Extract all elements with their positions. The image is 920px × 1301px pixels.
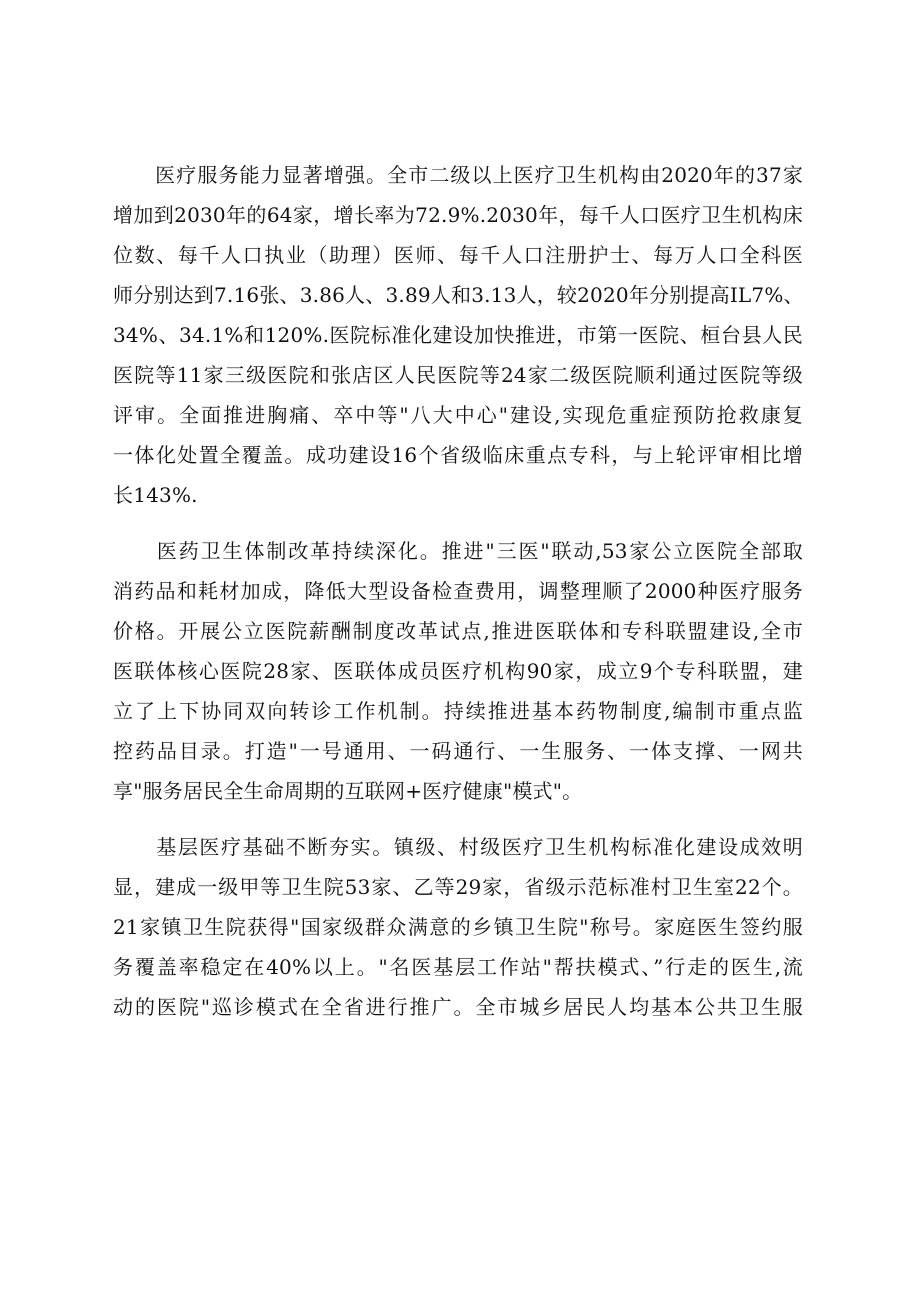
text-line: 基层医疗基础不断夯实。镇级、村级医疗卫生机构标准化建设成效明 [113, 835, 803, 859]
text-line: 控药品目录。打造"一号通用、一码通行、一生服务、一体支撑、一网共 [113, 739, 803, 763]
text-line: 21家镇卫生院获得"国家级群众满意的乡镇卫生院"称号。家庭医生签约服 [113, 915, 803, 939]
paragraph-spacer [113, 811, 803, 827]
text-line: 享"服务居民全生命周期的互联网+医疗健康"模式"。 [113, 779, 583, 803]
text-line: 34%、34.1%和120%.医院标准化建设加快推进，市第一医院、桓台县人民 [113, 323, 803, 347]
text-line: 评审。全面推进胸痛、卒中等"八大中心"建设,实现危重症预防抢救康复 [113, 403, 803, 427]
text-line: 增加到2030年的64家，增长率为72.9%.2030年，每千人口医疗卫生机构床 [113, 203, 803, 227]
text-line: 动的医院"巡诊模式在全省进行推广。全市城乡居民人均基本公共卫生服 [113, 995, 803, 1019]
text-line: 显，建成一级甲等卫生院53家、乙等29家，省级示范标准村卫生室22个。 [113, 875, 803, 899]
text-line: 医药卫生体制改革持续深化。推进"三医"联动,53家公立医院全部取 [113, 539, 803, 563]
text-line: 位数、每千人口执业（助理）医师、每千人口注册护士、每万人口全科医 [113, 243, 803, 267]
text-line: 一体化处置全覆盖。成功建设16个省级临床重点专科，与上轮评审相比增 [113, 443, 803, 467]
document-body [113, 155, 803, 1027]
text-line: 消药品和耗材加成，降低大型设备检查费用，调整理顺了2000种医疗服务 [113, 579, 803, 603]
text-line: 长143%. [113, 483, 198, 507]
text-line: 师分别达到7.16张、3.86人、3.89人和3.13人，较2020年分别提高IL7%、 [113, 283, 804, 307]
paragraph-primary-care [113, 827, 803, 1027]
text-line: 立了上下协同双向转诊工作机制。持续推进基本药物制度,编制市重点监 [113, 699, 803, 723]
text-line: 医院等11家三级医院和张店区人民医院等24家二级医院顺利通过医院等级 [113, 363, 803, 387]
paragraph-health-system-reform [113, 531, 803, 811]
text-line: 务覆盖率稳定在40%以上。"名医基层工作站"帮扶模式、”行走的医生,流 [113, 955, 803, 979]
text-line: 医联体核心医院28家、医联体成员医疗机构90家，成立9个专科联盟，建 [113, 659, 803, 683]
text-line: 价格。开展公立医院薪酬制度改革试点,推进医联体和专科联盟建设,全市 [113, 619, 803, 643]
paragraph-spacer [113, 515, 803, 531]
paragraph-medical-service-capacity [113, 155, 803, 515]
text-line: 医疗服务能力显著增强。全市二级以上医疗卫生机构由2020年的37家 [113, 163, 803, 187]
